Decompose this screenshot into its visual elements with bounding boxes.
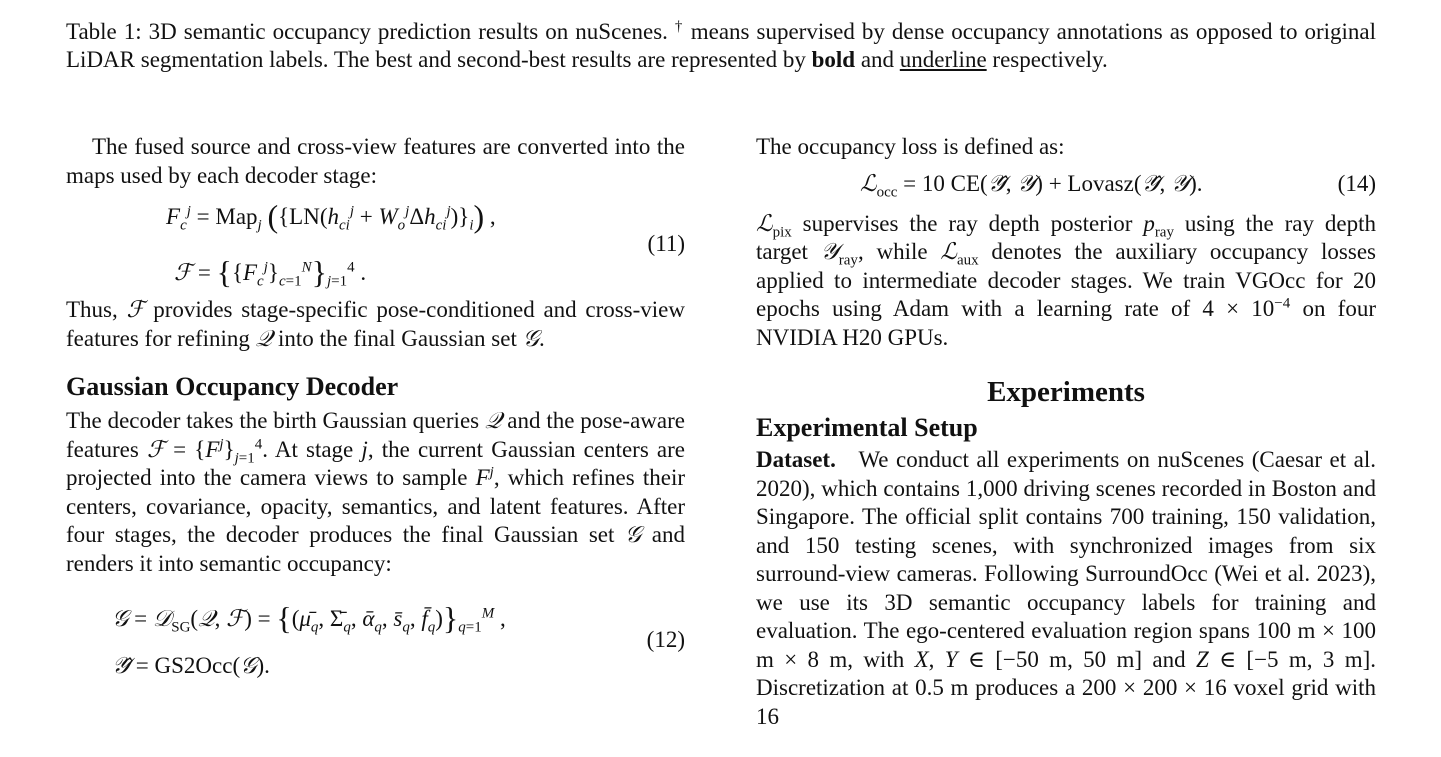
equation-line: $F_c^j = Map_j$ $(\{LN(h_{ci}^j + W_o^j\Delta h_{ci}^j)\}_i)$ , (166, 198, 496, 234)
equation-11 (66, 198, 685, 306)
caption-text: respectively. (986, 47, 1108, 72)
paragraph: Dataset. We conduct all experiments on nuScenes (Caesar et al. 2020), which contains 1,000 driving scenes recorded in Boston and Singapore. The official split contains 700 training, 150 validation, and 150 testing scenes, with synchronized images from six surround-view cameras. Following SurroundOcc (Wei et al. 2023), we use its 3D semantic occupancy labels for training and evaluation. The ego-centered evaluation region spans 100 m × 100 m × 8 m, with X, Y ∈ [−50 m, 50 m] and Z ∈ [−5 m, 3 m]. Discretization at 0.5 m produces a 200 × 200 × 16 voxel grid with 16 (756, 447, 1377, 729)
caption-text: and (855, 47, 900, 72)
run-in-heading: Dataset. (756, 447, 836, 472)
equation-line: ℱ = $\{\{F_c^j\}_{c=1}^N\}_{j=1}^4$ . (174, 254, 367, 290)
equation-number: (12) (646, 627, 685, 652)
equation-number: (11) (647, 231, 685, 256)
paragraph: The fused source and cross-view features are converted into the maps used by each decoder stage: (66, 134, 685, 188)
paragraph: ℒ$_{pix}$ supervises the ray depth posterior $p_{ray}$ using the ray depth target 𝒴$_{ray}$, while ℒ$_{aux}$ denotes the auxiliary occupancy losses applied to intermediate decoder stages. We train VGOcc for 20 epochs using Adam with a learning rate of $4 \times 10^{-4}$ on four NVIDIA H20 GPUs. (756, 210, 1376, 350)
caption-text: Table 1: 3D semantic occupancy prediction results on nuScenes. (66, 19, 675, 44)
dagger-symbol: † (674, 18, 684, 35)
equation-line: 𝒢 = 𝒟$_{SG}$(𝒬, ℱ) = {($\mū_q$, $\Sigmā_q$, ᾱ$_q$, $s̄_q$, $f̄_q)\}_{q=1}^M$ , (112, 600, 506, 636)
paragraph: The decoder takes the birth Gaussian queries 𝒬 and the pose-aware features ℱ = $\{F^j\}_{j=1}^4$. At stage j, the current Gaussian centers are projected into the camera views to sample $F^j$, which refines their centers, covariance, opacity, semantics, and latent features. After four stages, the decoder produces the final Gaussian set 𝒢 and renders it into semantic occupancy: (66, 408, 686, 576)
equation-line: ℒ$_{occ}$ = 10 CE(𝒴̂, 𝒴) + Lovasz(𝒴̂, 𝒴). (860, 170, 1203, 201)
left-column (66, 133, 685, 684)
caption-text: means supervised by dense occupancy annotations as opposed to original LiDAR segmentation labels. The best and second-best results are represented by (66, 19, 1377, 72)
paragraph: The occupancy loss is defined as: (756, 134, 1065, 159)
equation-12 (66, 594, 685, 684)
caption-underline-word: underline (899, 47, 987, 72)
section-title: Experiments (987, 376, 1145, 408)
table-caption (66, 18, 1376, 74)
equation-line: 𝒴̂ = GS2Occ(𝒢). (112, 653, 270, 678)
section-heading: Gaussian Occupancy Decoder (66, 372, 399, 401)
paragraph: Thus, ℱ provides stage-specific pose-conditioned and cross-view features for refining 𝒬 into the final Gaussian set 𝒢. (66, 297, 685, 351)
caption-bold-word: bold (811, 47, 856, 72)
equation-14 (756, 164, 1376, 204)
right-column (756, 133, 1376, 731)
subsection-heading: Experimental Setup (756, 413, 978, 442)
equation-number: (14) (1337, 170, 1376, 196)
